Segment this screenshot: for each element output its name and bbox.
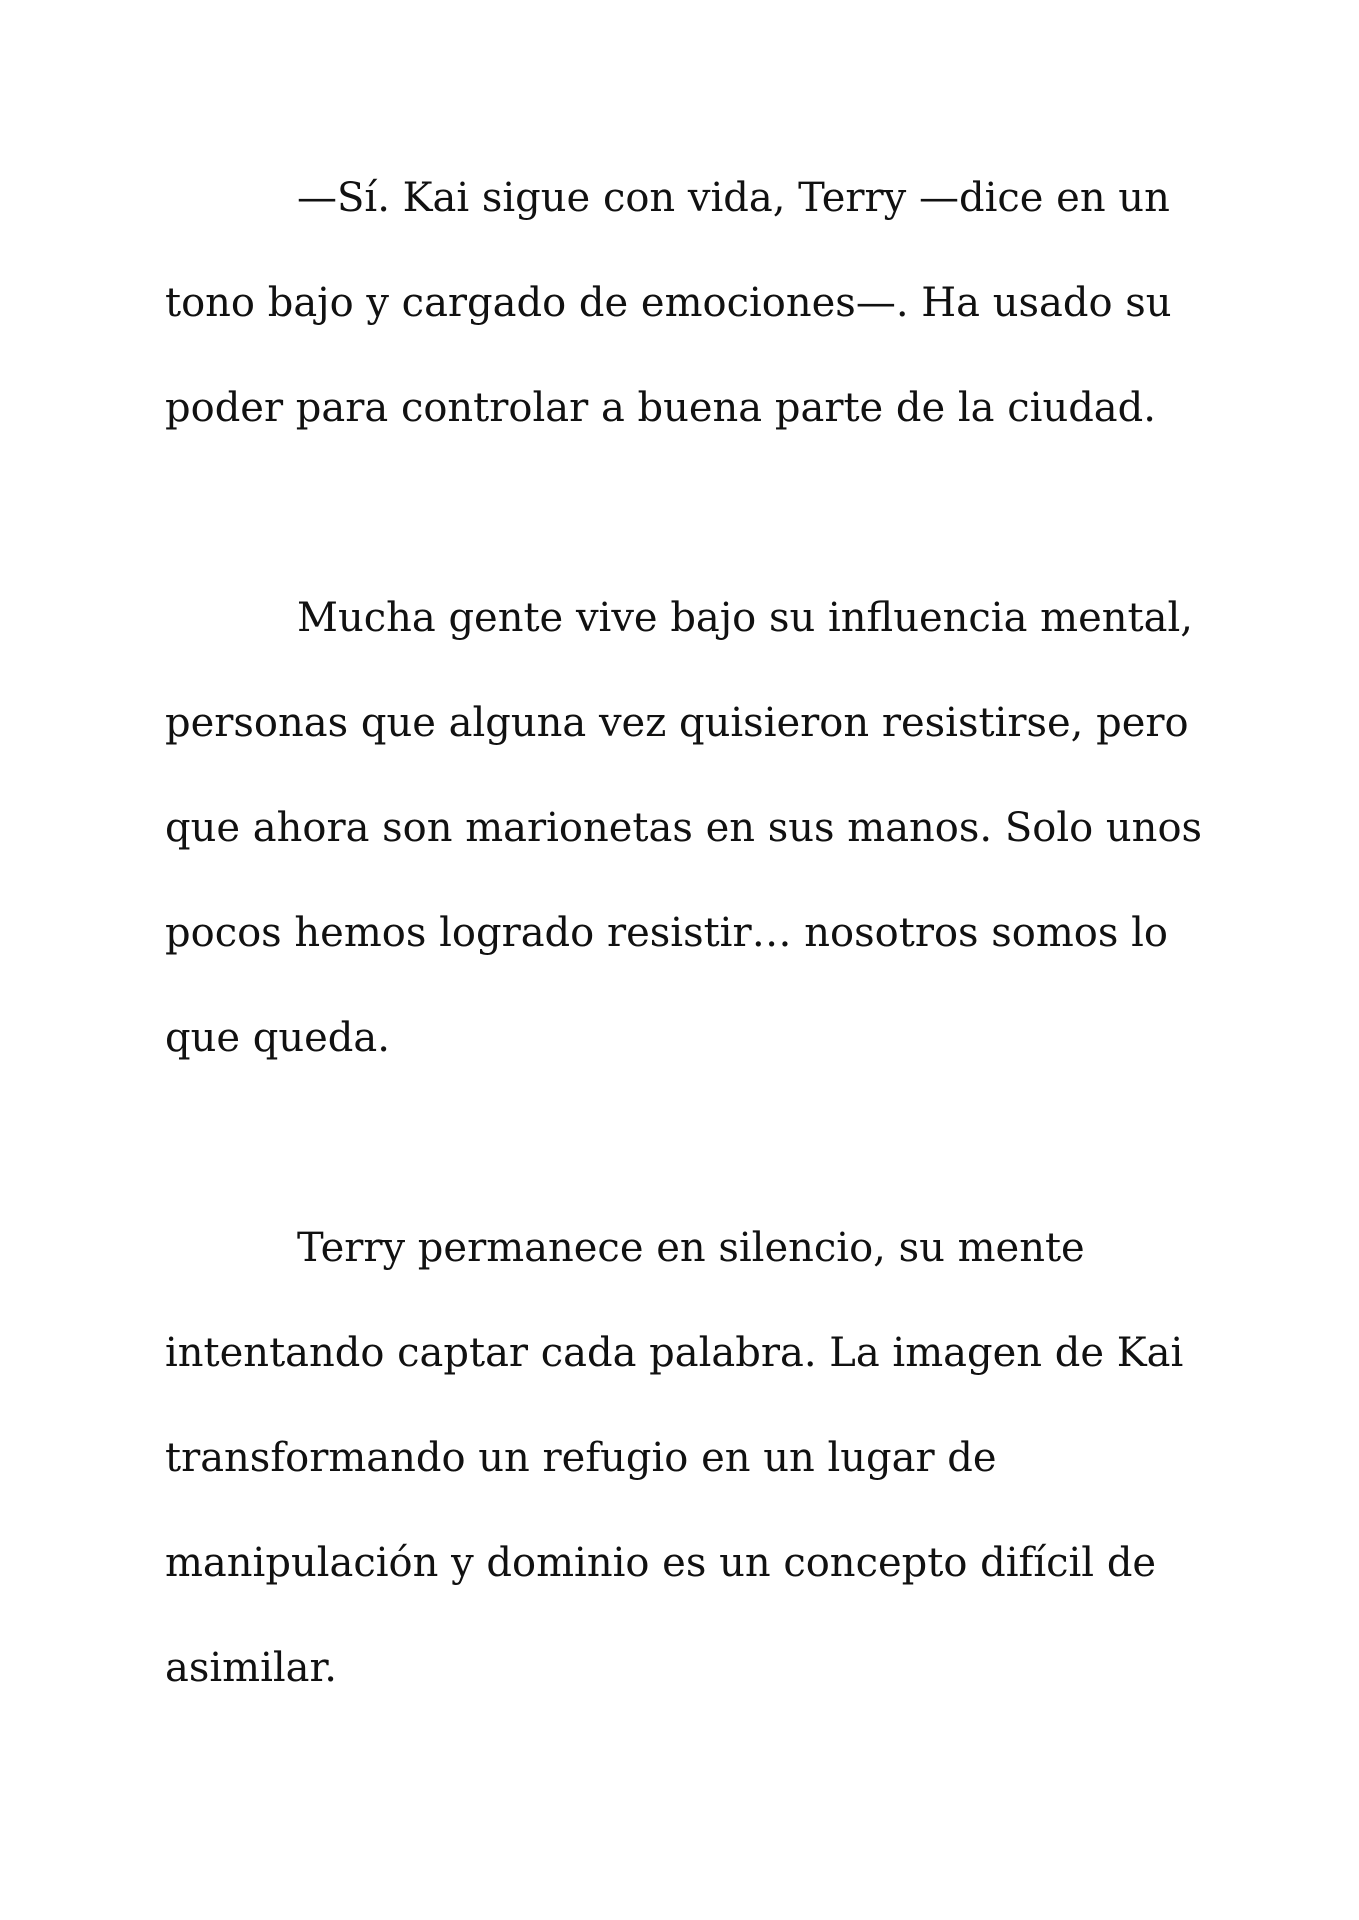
paragraph-line: intentando captar cada palabra. La imagen de Kai bbox=[165, 1330, 1184, 1376]
paragraph-line: personas que alguna vez quisieron resistirse, pero bbox=[165, 700, 1189, 746]
paragraph-line: Mucha gente vive bajo su influencia mental, bbox=[297, 595, 1193, 641]
paragraph-line: poder para controlar a buena parte de la ciudad. bbox=[165, 385, 1156, 431]
paragraph-1 bbox=[165, 146, 1210, 461]
paragraph-line: Terry permanece en silencio, su mente bbox=[297, 1225, 1085, 1271]
paragraph-line: manipulación y dominio es un concepto difícil de bbox=[165, 1540, 1157, 1586]
paragraph-line: tono bajo y cargado de emociones—. Ha usado su bbox=[165, 280, 1172, 326]
paragraph-line: transformando un refugio en un lugar de bbox=[165, 1435, 997, 1481]
paragraph-line: pocos hemos logrado resistir… nosotros somos lo bbox=[165, 910, 1169, 956]
paragraph-line: que queda. bbox=[165, 1015, 390, 1061]
paragraph-line: que ahora son marionetas en sus manos. Solo unos bbox=[165, 805, 1203, 851]
paragraph-line: asimilar. bbox=[165, 1645, 337, 1691]
paragraph-2 bbox=[165, 566, 1210, 1091]
paragraph-line: —Sí. Kai sigue con vida, Terry —dice en un bbox=[297, 175, 1170, 221]
paragraph-3 bbox=[165, 1196, 1210, 1721]
